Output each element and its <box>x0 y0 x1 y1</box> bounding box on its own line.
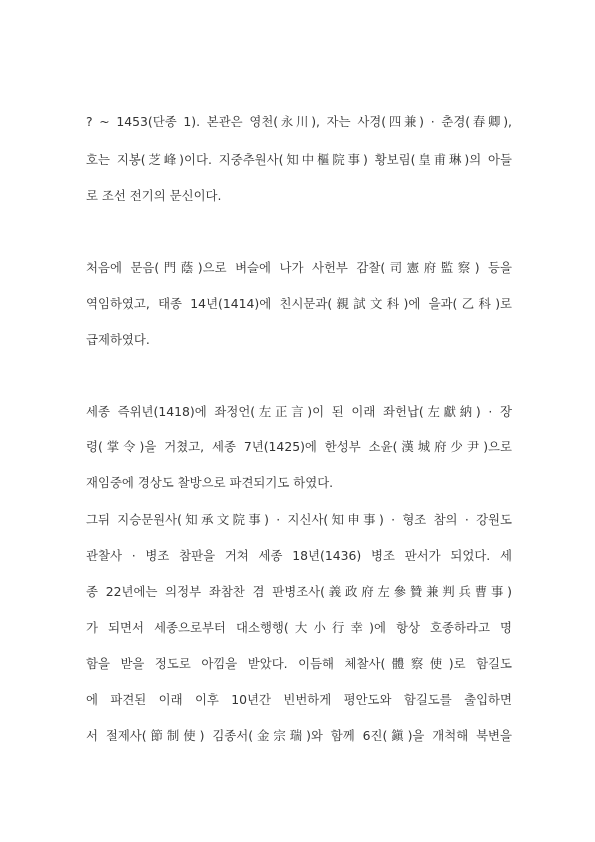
text-line: 종 22년에는 의정부 좌참찬 겸 판병조사(義政府左參贊兼判兵曹事) <box>86 584 512 599</box>
text-line: 호는 지봉(芝峰)이다. 지중추원사(知中樞院事) 황보림(皇甫琳)의 아들 <box>86 152 512 167</box>
text-line: 역임하였고, 태종 14년(1414)에 친시문과(親試文科)에 을과(乙科)로 <box>86 296 512 311</box>
text-line: 가 되면서 세종으로부터 대소행행(大小行幸)에 항상 호종하라고 명 <box>86 620 512 635</box>
text-line: 세종 즉위년(1418)에 좌정언(左正言)이 된 이래 좌헌납(左獻納) · 장 <box>86 404 512 419</box>
text-line: 처음에 문음(門蔭)으로 벼슬에 나가 사헌부 감찰(司憲府監察) 등을 <box>86 260 512 275</box>
text-line: 급제하였다. <box>86 332 150 347</box>
text-line: 그뒤 지승문원사(知承文院事) · 지신사(知申事) · 형조 참의 · 강원도 <box>86 512 512 527</box>
text-line: 령(掌令)을 거쳤고, 세종 7년(1425)에 한성부 소윤(漢城府少尹)으로 <box>86 439 512 454</box>
text-line: 함을 받을 정도로 아낌을 받았다. 이듬해 체찰사(體察使)로 함길도 <box>86 656 512 671</box>
text-line: 로 조선 전기의 문신이다. <box>86 188 222 203</box>
text-line: 재임중에 경상도 찰방으로 파견되기도 하였다. <box>86 475 334 490</box>
text-line: ? ~ 1453(단종 1). 본관은 영천(永川), 자는 사경(四兼) · 춘경(春卿), <box>86 114 512 129</box>
text-line: 관찰사 · 병조 참판을 거쳐 세종 18년(1436) 병조 판서가 되었다. 세 <box>86 548 512 563</box>
text-line: 에 파견된 이래 이후 10년간 빈번하게 평안도와 함길도를 출입하면 <box>86 692 512 707</box>
text-line: 서 절제사(節制使) 김종서(金宗瑞)와 함께 6진(鎭)을 개척해 북변을 <box>86 728 512 743</box>
